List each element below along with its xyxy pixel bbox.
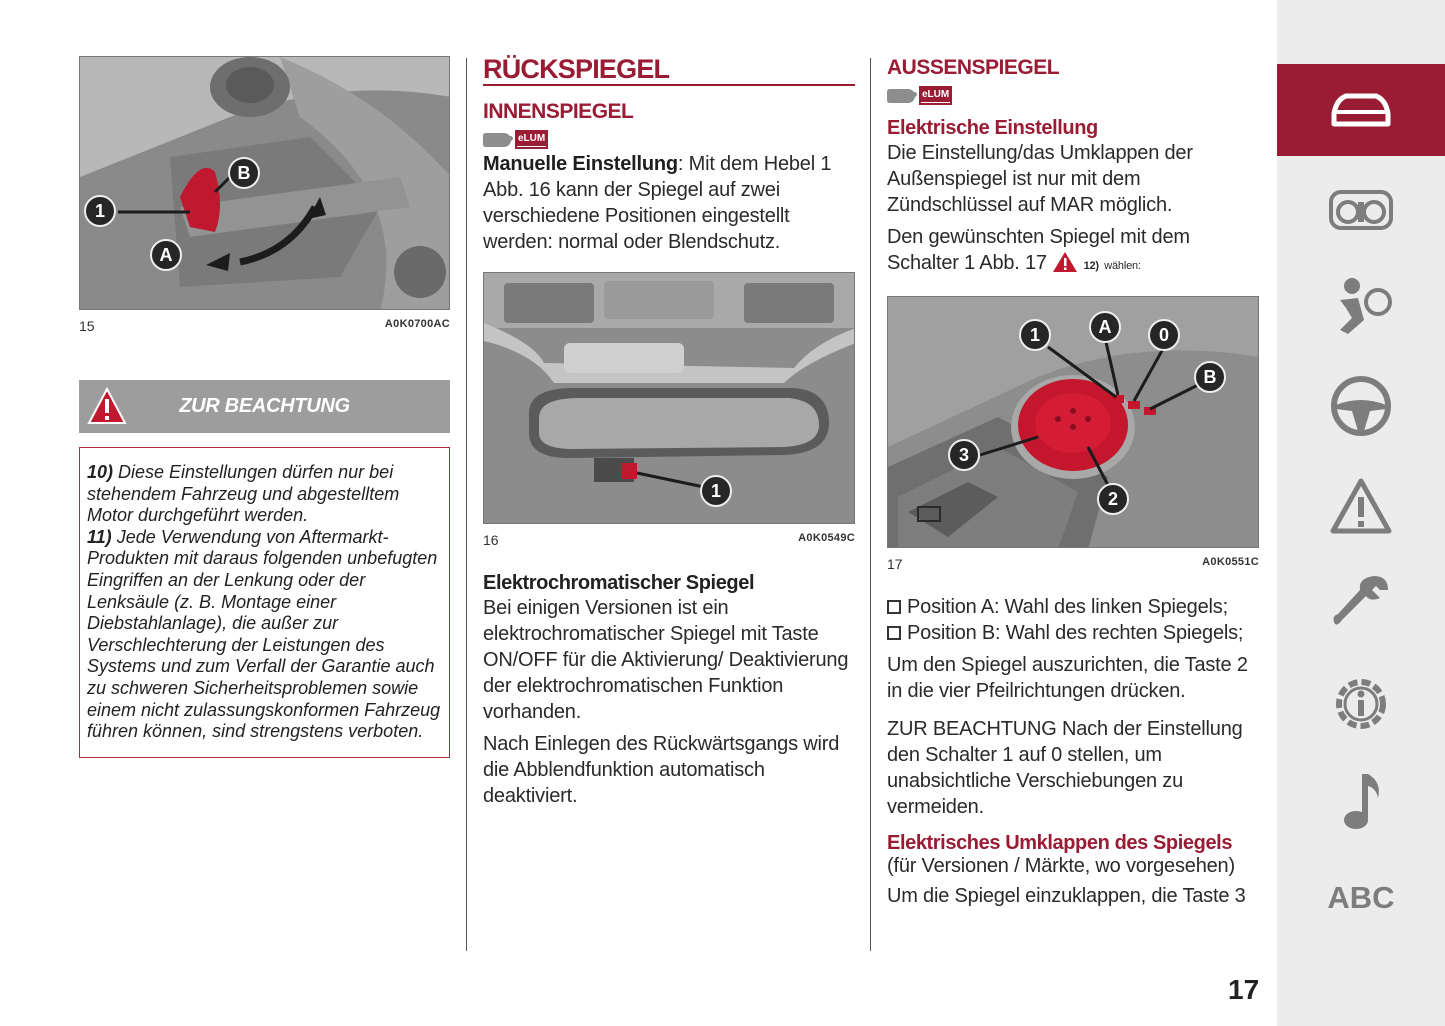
warning-triangle-icon (87, 386, 127, 431)
pointing-hand-icon (887, 89, 915, 103)
version-icons (483, 130, 855, 149)
figure-number: 17 (887, 556, 903, 572)
column-divider (870, 58, 871, 951)
sidebar-item-car[interactable] (1277, 64, 1445, 156)
folding-paragraph: Um die Spiegel einzuklappen, die Taste 3 (887, 885, 1246, 907)
footnote-ref: 12) (1083, 260, 1099, 272)
sidebar-item-steering[interactable] (1277, 360, 1445, 452)
section-title: RÜCKSPIEGEL (483, 56, 855, 86)
figure-number: 16 (483, 532, 499, 548)
car-icon (1328, 86, 1394, 134)
electric-paragraph-1: Die Einstellung/das Umklappen der Außenspiegel ist nur mit dem Zündschlüssel auf MAR möglich. (887, 142, 1193, 216)
electric-adjustment-title: Elektrische Einstellung (887, 117, 1098, 139)
sidebar-item-multimedia[interactable] (1277, 756, 1445, 848)
folding-subtitle: (für Versionen / Märkte, wo vorgesehen) (887, 855, 1235, 877)
manual-adjustment-text (483, 151, 855, 255)
figure-number: 15 (79, 318, 95, 334)
position-text: Position B: Wahl des rechten Spiegels; (907, 622, 1244, 644)
warning-header (79, 380, 450, 433)
steering-wheel-icon (1330, 375, 1392, 437)
callout-1: 1 (84, 195, 116, 227)
warning-box (79, 447, 450, 758)
sidebar-item-warnings[interactable] (1277, 460, 1445, 552)
middle-column (483, 56, 855, 809)
footnote-ref: 10) (87, 462, 114, 482)
manual-text: : Mit dem Hebel 1 Abb. 16 kann der Spiegel auf zwei verschiedene Positionen eingestellt werden: normal oder Blendschutz. (483, 153, 832, 253)
checkbox-bullet-icon (887, 600, 901, 614)
abc-label: ABC (1327, 880, 1395, 915)
subsection-title: AUSSENSPIEGEL (887, 56, 1060, 79)
warning-triangle-icon (1330, 477, 1392, 535)
warning-item (87, 527, 441, 743)
electrochromic-title: Elektrochromatischer Spiegel (483, 572, 755, 594)
warning-item (87, 462, 441, 527)
figure-code: A0K0549C (798, 532, 855, 544)
checkbox-bullet-icon (887, 626, 901, 640)
callout-3: 3 (948, 439, 980, 471)
electric-text-b: wählen: (1104, 260, 1141, 272)
electric-paragraph-2 (887, 224, 1259, 280)
warning-title: ZUR BEACHTUNG (179, 395, 350, 417)
version-icons (887, 86, 1259, 105)
sidebar-item-index[interactable] (1277, 852, 1445, 944)
electrochromic-paragraph-2: Nach Einlegen des Rückwärtsgangs wird die Abblendfunktion automatisch deaktiviert. (483, 733, 840, 807)
position-b-item (887, 620, 1259, 646)
position-a-item (887, 594, 1259, 620)
figure-17-image (887, 296, 1259, 548)
column-divider (466, 58, 467, 951)
right-column (887, 56, 1259, 909)
figure-16-caption (483, 532, 855, 548)
airbag-icon (1328, 276, 1394, 336)
music-note-icon (1336, 770, 1386, 834)
warning-triangle-icon (1052, 251, 1078, 280)
manual-label: Manuelle Einstellung (483, 153, 678, 175)
callout-1: 1 (700, 475, 732, 507)
callout-b: B (1194, 361, 1226, 393)
callout-2: 2 (1097, 483, 1129, 515)
callout-1: 1 (1019, 319, 1051, 351)
callout-a: A (150, 239, 182, 271)
wrench-icon (1330, 570, 1392, 634)
sidebar-item-airbag[interactable] (1277, 260, 1445, 352)
dashboard-icon (1328, 188, 1394, 232)
figure-code: A0K0700AC (384, 318, 450, 330)
note-paragraph: ZUR BEACHTUNG Nach der Einstellung den Schalter 1 auf 0 stellen, um unabsichtliche Verschiebungen zu vermeiden. (887, 718, 1243, 818)
info-gear-icon (1329, 672, 1393, 736)
mirror-switch-illustration (888, 297, 1259, 548)
warning-text: Jede Verwendung von Aftermarkt-Produkten mit daraus folgenden unbefugten Eingriffen an der Lenkung oder der Lenksäule (z. B. Montage einer Diebstahlanlage), die außer zur Verschlechterung der Leistungen des Systems und zum Verfall der Garantie auch zu schweren Sicherheitsproblemen sowie einem nicht zulassungskonformen Fahrzeug führen können, sind strengstens verboten. (87, 526, 441, 742)
pointing-hand-icon (483, 133, 511, 147)
warning-text: Diese Einstellungen dürfen nur bei stehendem Fahrzeug und abgestelltem Motor durchgeführt werden. (87, 462, 400, 526)
figure-15-caption (79, 318, 450, 334)
elum-badge: eLUM (919, 86, 952, 105)
position-text: Position A: Wahl des linken Spiegels; (907, 596, 1228, 618)
sidebar-item-dashboard[interactable] (1277, 164, 1445, 256)
subsection-title: INNENSPIEGEL (483, 100, 634, 123)
folding-title: Elektrisches Umklappen des Spiegels (887, 832, 1233, 854)
footnote-ref: 11) (87, 526, 112, 547)
steering-column-illustration (80, 57, 450, 310)
figure-code: A0K0551C (1202, 556, 1259, 568)
left-column (79, 56, 450, 758)
adjust-paragraph: Um den Spiegel auszurichten, die Taste 2 in die vier Pfeilrichtungen drücken. (887, 654, 1248, 702)
electrochromic-paragraph-1: Bei einigen Versionen ist ein elektrochromatischer Spiegel mit Taste ON/OFF für die Aktivierung/ Deaktivierung der elektrochromatischen Funktion vorhanden. (483, 597, 849, 723)
figure-15-image (79, 56, 450, 310)
callout-0: 0 (1148, 319, 1180, 351)
page-number: 17 (1228, 974, 1260, 1005)
callout-b: B (228, 157, 260, 189)
sidebar-item-technical-data[interactable] (1277, 658, 1445, 750)
callout-a: A (1089, 311, 1121, 343)
rearview-mirror-illustration (484, 273, 855, 524)
electric-text-a: Den gewünschten Spiegel mit dem Schalter 1 Abb. 17 (887, 226, 1190, 274)
chapter-sidebar (1277, 0, 1445, 1026)
sidebar-item-maintenance[interactable] (1277, 556, 1445, 648)
figure-16-image (483, 272, 855, 524)
elum-badge: eLUM (515, 130, 548, 149)
figure-17-caption (887, 556, 1259, 572)
